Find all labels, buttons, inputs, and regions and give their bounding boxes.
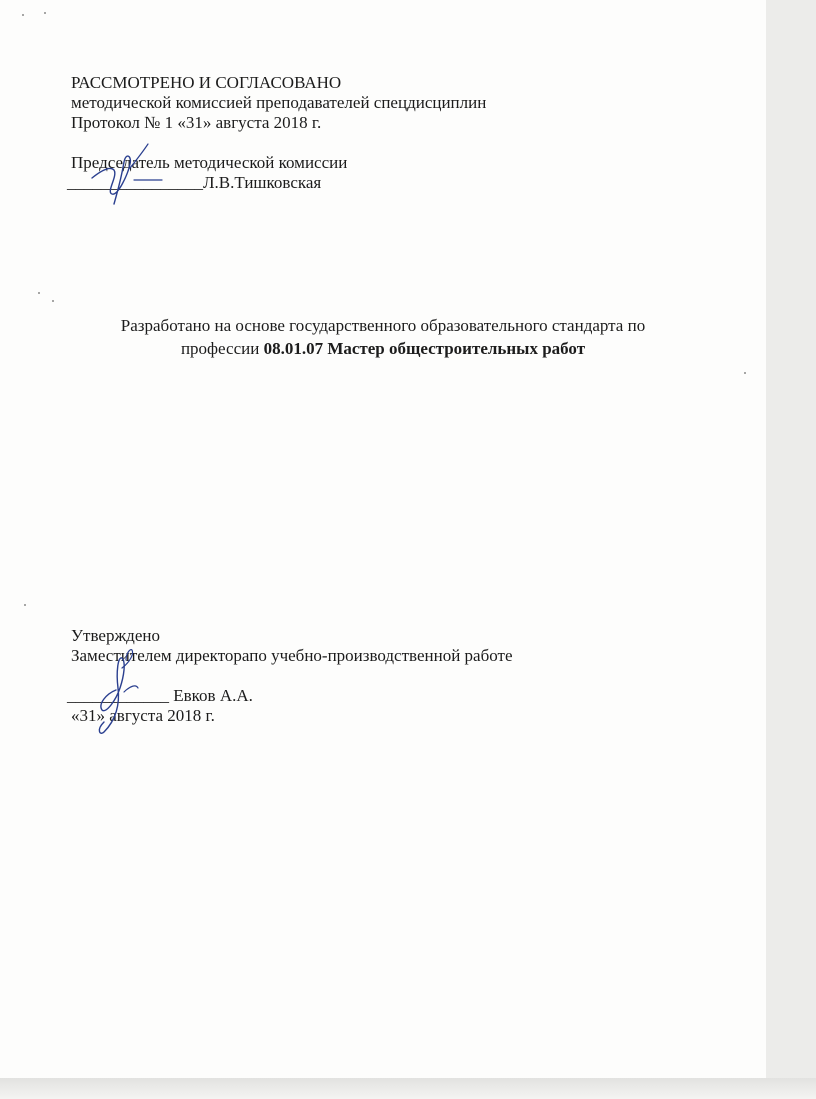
profession-title: 08.01.07 Мастер общестроительных работ (263, 339, 586, 358)
committee-line: методической комиссией преподавателей спецдисциплин (71, 93, 487, 112)
basis-line-2 (0, 339, 766, 359)
approved-heading: Утверждено (71, 626, 160, 645)
scan-speck (44, 12, 46, 14)
basis-line-1: Разработано на основе государственного образовательного стандарта по (120, 316, 646, 335)
approval-date: «31» августа 2018 г. (71, 706, 215, 725)
basis-line-2-prefix: профессии (180, 339, 264, 358)
scan-margin-bottom (0, 1078, 816, 1099)
scan-margin-right (766, 0, 816, 1099)
deputy-line: Заместителем директорапо учебно-производственной работе (71, 646, 513, 665)
scan-speck (52, 300, 54, 302)
scan-speck (744, 372, 746, 374)
scan-speck (22, 14, 24, 16)
protocol-line: Протокол № 1 «31» августа 2018 г. (71, 113, 322, 132)
chair-signature-line: ________________Л.В.Тишковская (67, 173, 322, 192)
approver-signature-line: ____________ Евков А.А. (67, 686, 253, 705)
approval-heading: РАССМОТРЕНО И СОГЛАСОВАНО (71, 73, 342, 92)
scan-speck (38, 292, 40, 294)
chair-title: Председатель методической комиссии (71, 153, 348, 172)
scan-speck (24, 604, 26, 606)
